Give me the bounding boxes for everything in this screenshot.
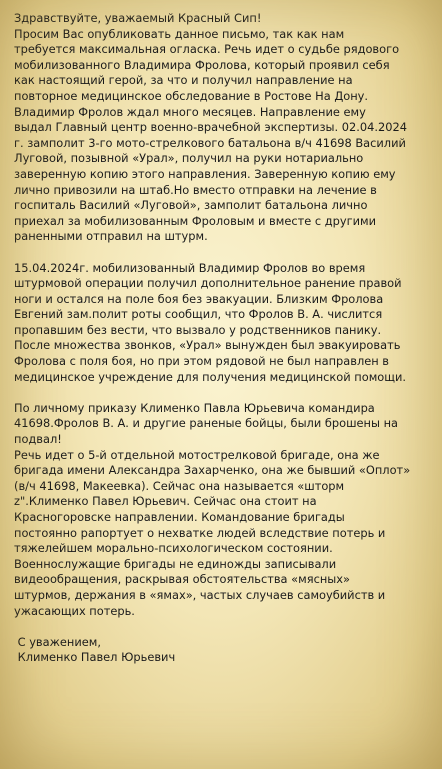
- paragraph-brigade: [14, 401, 432, 619]
- text-line: штурмов, держания в «ямах», частых случаев самоубийств и: [14, 587, 386, 602]
- text-line: После множества звонков, «Урал» вынужден был эвакуировать: [14, 338, 401, 353]
- text-line: 15.04.2024г. мобилизованный Владимир Фролов во время: [14, 260, 366, 275]
- text-line: бригада имени Александра Захарченко, она же бывший «Оплот»: [14, 463, 411, 478]
- letter-body: [14, 11, 432, 666]
- text-line: мобилизованного Владимира Фролова, который проявил себя: [14, 57, 390, 72]
- text-line: По личному приказу Клименко Павла Юрьевича командира: [14, 400, 375, 415]
- paragraph-gap: [14, 385, 432, 401]
- text-line: штурмовой операции получил дополнительное ранение правой: [14, 276, 402, 291]
- paragraph-intro: [14, 11, 432, 245]
- text-line: ужасающих потерь.: [14, 603, 135, 618]
- text-line: подвал!: [14, 432, 62, 447]
- text-line: выдал Главный центр военно-врачебной экспертизы. 02.04.2024: [14, 120, 407, 135]
- text-line: 41698.Фролов В. А. и другие раненые бойцы, были брошены на: [14, 416, 399, 431]
- signature-name: Клименко Павел Юрьевич: [14, 650, 176, 665]
- text-line: приехал за мобилизованным Фроловым и вместе с другими: [14, 213, 377, 228]
- text-line: тяжелейшем морально-психологическом состоянии.: [14, 541, 333, 556]
- paragraph-gap: [14, 245, 432, 261]
- text-line: медицинское учреждение для получения медицинской помощи.: [14, 369, 407, 384]
- paragraph-gap: [14, 619, 432, 635]
- text-line: раненными отправил на штурм.: [14, 229, 208, 244]
- text-line: Луговой, позывной «Урал», получил на руки нотариально: [14, 151, 364, 166]
- text-line: пропавшим без вести, что вызвало у родственников панику.: [14, 322, 382, 337]
- text-line: z".Клименко Павел Юрьевич. Сейчас она стоит на: [14, 494, 317, 509]
- text-line: лично привозили на штаб.Но вместо отправки на лечение в: [14, 182, 377, 197]
- text-line: госпиталь Василий «Луговой», замполит батальона лично: [14, 198, 368, 213]
- text-line: Красногоровске направлении. Командование бригады: [14, 510, 345, 524]
- text-line: Речь идет о 5-й отдельной мотострелковой бригаде, она же: [14, 447, 380, 462]
- text-line: постоянно рапортует о нехватке людей вследствие потерь и: [14, 525, 386, 540]
- text-line: Евгений зам.полит роты сообщил, что Фролов В. А. числится: [14, 307, 383, 322]
- text-line: Владимир Фролов ждал много месяцев. Направление ему: [14, 104, 366, 119]
- text-line: видеообращения, раскрывая обстоятельства «мясных»: [14, 572, 350, 587]
- signature-block: [14, 635, 432, 666]
- text-line: ноги и остался на поле боя без эвакуации. Близким Фролова: [14, 291, 384, 306]
- text-line: заверенную копию этого направления. Заверенную копию ему: [14, 166, 396, 181]
- text-line: (в/ч 41698, Макеевка). Сейчас она называется «шторм: [14, 478, 345, 493]
- text-line: требуется максимальная огласка. Речь идет о судьбе рядового: [14, 42, 400, 57]
- paragraph-incident: [14, 261, 432, 386]
- text-line: Военнослужащие бригады не единожды записывали: [14, 556, 337, 571]
- text-line: Фролова с поля боя, но при этом рядовой не был направлен в: [14, 354, 390, 369]
- closing-line: С уважением,: [14, 634, 101, 649]
- text-line: как настоящий герой, за что и получил направление на: [14, 73, 353, 88]
- text-line: повторное медицинское обследование в Ростове На Дону.: [14, 88, 369, 103]
- text-line: Просим Вас опубликовать данное письмо, так как нам: [14, 26, 345, 41]
- text-line: г. замполит 3-го мото-стрелкового батальона в/ч 41698 Василий: [14, 135, 406, 150]
- greeting-line: Здравствуйте, уважаемый Красный Сип!: [14, 11, 262, 25]
